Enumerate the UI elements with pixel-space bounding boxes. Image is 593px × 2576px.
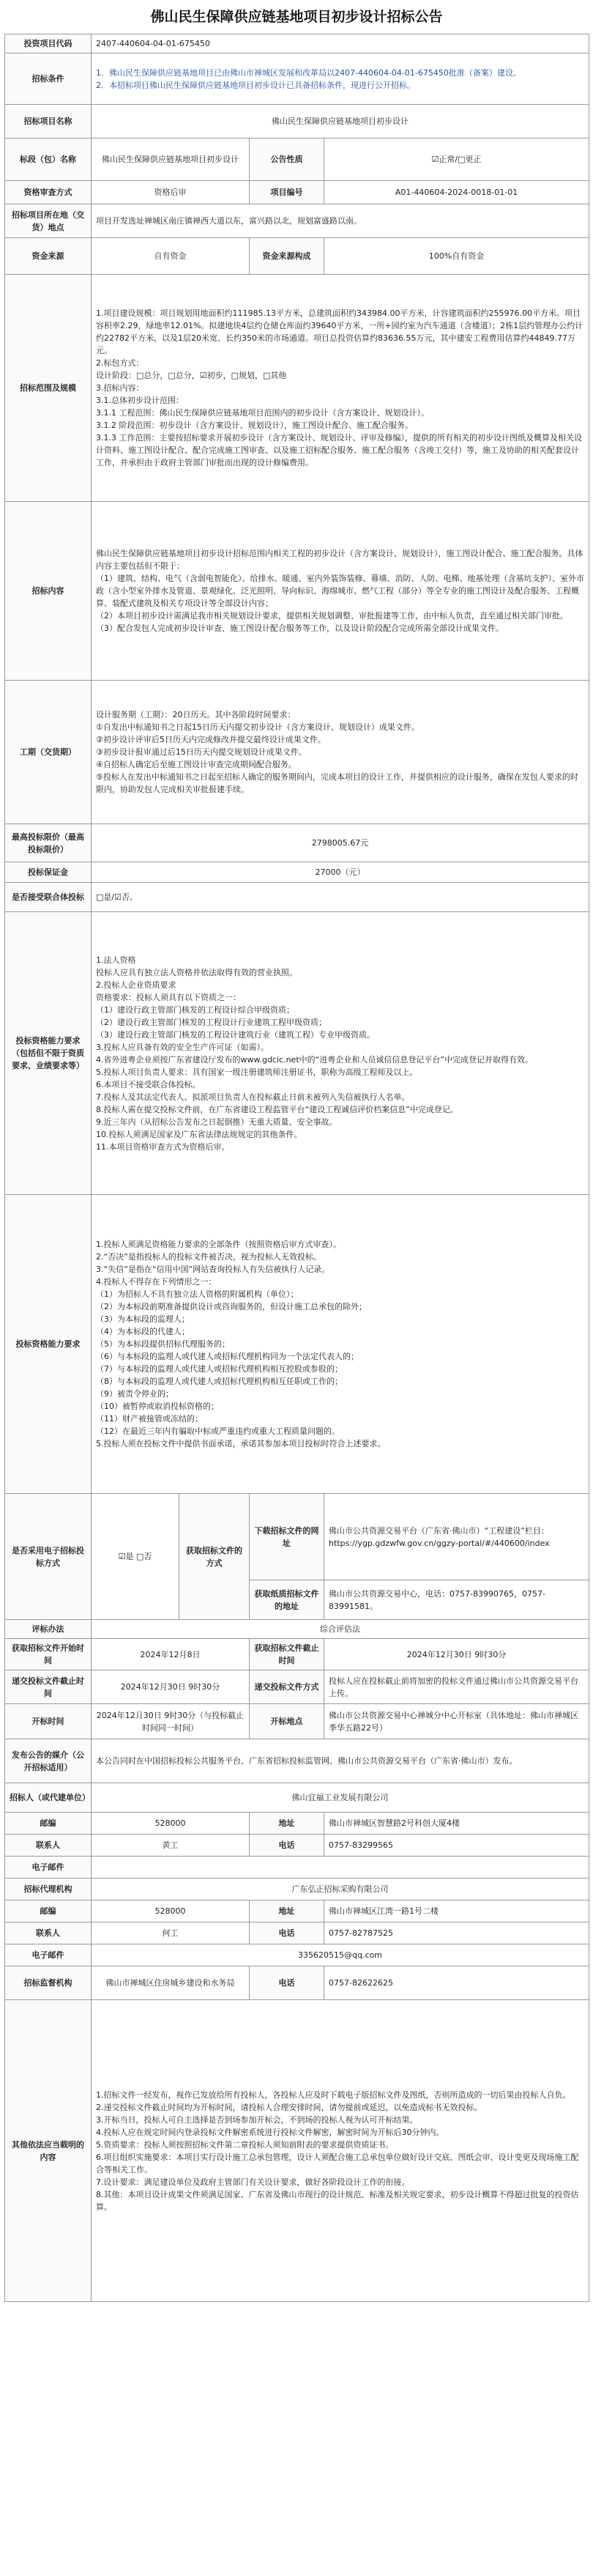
review-text: 1.投标人须满足资格能力要求的全部条件（按照资格后审方式审查）。 2.“否决”是指投标人的投标文件被否决，视为投标人无效投标。 3.“失信”是指在“信用中国”网站查询投标人有失信被执行人记录。 4.投标人不得存在下列情形之一： （1）为招标人不具有独立法人资格的附属机构（单位）； （2）为本标段前期准备提供设计或咨询服务的，但设计施工总承包的除外； （3）为本标段的监理人； （4）为本标段的代建人； （5）为本标段提供招标代理服务的； （6）与本标段的监理人或代建人或招标代理机构同为一个法定代表人的； （7）与本标段的监理人或代建人或招标代理机构相互控股或参股的； （8）与本标段的监理人或代建人或招标代理机构相互任职或工作的； （9）被责令停业的； （10）被暂停或取消投标资格的； （11）财产被接管或冻结的； （12）在最近三年内有骗取中标或严重违约或重大工程质量问题的。 5.投标人须在投标文件中提供书面承诺，承诺其参加本项目投标时符合上述要求。: [92, 1195, 589, 1494]
row-tenderer-address: 邮编 528000 地址 佛山市禅城区智慧路2号科创大厦4楼: [5, 1813, 589, 1835]
max-price: 2798005.67元: [92, 824, 589, 862]
row-supervisor: 招标监督机构 佛山市禅城区住房城乡建设和水务局 电话 0757-82622625: [5, 1966, 589, 2000]
review-method: 资格后审: [92, 181, 250, 204]
row-deadline: 递交投标文件截止时间 2024年12月30日 9时30分 递交投标文件方式 投标人应在投标截止前将加密的投标文件通过佛山市公共资源交易平台上传。: [5, 1670, 589, 1704]
location: 项目开发选址禅城区南庄镇禅西大道以东，富兴路以北，规划富盛路以南。: [92, 204, 589, 238]
row-agency: 招标代理机构 广东弘正招标采购有限公司: [5, 1879, 589, 1900]
project-code: 2407-440604-04-01-675450: [92, 34, 589, 53]
download-url[interactable]: 佛山市公共资源交易平台（广东省·佛山市）“工程建设”栏目：https://ygp.gdzwfw.gov.cn/ggzy-portal/#/440600/index: [324, 1494, 589, 1580]
agency-postcode: 528000: [92, 1900, 250, 1922]
row-agency-address: 邮编 528000 地址 佛山市禅城区江湾一路1号二楼: [5, 1900, 589, 1922]
row-agency-contact: 联系人 何工 电话 0757-82787525: [5, 1922, 589, 1944]
row-conditions: 招标条件 1．佛山民生保障供应链基地项目已由佛山市禅城区发展和改革局以2407-440604-04-01-675450批准（备案）建设。 2．本招标项目佛山民生保障供应链基地项目初步设计已具备招标条件，现进行公开招标。: [5, 53, 589, 105]
tenderer-phone: 0757-83299565: [324, 1835, 589, 1857]
row-tenderer: 招标人（或代建单位） 佛山宜福工业发展有限公司: [5, 1783, 589, 1813]
conditions-text: 1．佛山民生保障供应链基地项目已由佛山市禅城区发展和改革局以2407-440604-04-01-675450批准（备案）建设。 2．本招标项目佛山民生保障供应链基地项目初步设计已具备招标条件，现进行公开招标。: [92, 53, 589, 105]
notice-type: ☑正常/□更正: [324, 138, 589, 181]
agency-name: 广东弘正招标采购有限公司: [92, 1879, 589, 1900]
project-name: 佛山民生保障供应链基地项目初步设计: [92, 105, 589, 138]
row-tenderer-contact: 联系人 黄工 电话 0757-83299565: [5, 1835, 589, 1857]
row-scope: 招标范围及规模 1.项目建设规模：项目规划用地面积约111985.13平方米，总建筑面积约343984.00平方米，计容建筑面积约255976.00平方米。项目容积率2.29，绿地率12.01%。拟建地块4层约仓储仓库面约39640平方米，一所+园约室为汽车通道（含楼道）；2栋1层约管理办公约计约22782平方米，以及1层20米宽、长约350米的市场通道。项目总投资估算约83636.55万元，其中建安工程费用估算约44849.77万元。 2.标包方式： 设计阶段：□总分，□总分，☑初步，□规划，□其他 3.招标内容： 3.1.总体初步设计范围： 3.1.1 工程范围：佛山民生保障供应链基地项目范围内的初步设计（含方案设计、规划设计）。 3.1.2 阶段范围：初步设计（含方案设计、规划设计），施工图设计配合、施工配合服务。 3.1.3 工作范围：主要按招标要求开展初步设计（含方案设计、规划设计、评审及修编），提供的所有相关的初步设计图纸及概算及相关设计资料、施工图设计配合、配合完成施工图审查、以及施工招标配合服务、施工配合服务（含竣工交付）等，施工及协助的相关配套设计工作，并承担由于政府主管部门审批而出现的设计修编费用。: [5, 275, 589, 502]
tenderer-address: 佛山市禅城区智慧路2号科创大厦4楼: [324, 1813, 589, 1835]
row-fund: 资金来源 自有资金 资金来源构成 100%自有资金: [5, 238, 589, 275]
row-requirements: 投标资格能力要求（包括但不限于资质要求、业绩要求等） 1.法人资格 投标人应具有独立法人资格并依法取得有效的营业执照。 2.投标人企业资质要求 资格要求：投标人须具有以下资质之一： （1）建设行政主管部门核发的工程设计综合甲级资质； （2）建设行政主管部门核发的工程设计行业建筑工程甲级资质； （3）建设行政主管部门核发的工程设计建筑行业（建筑工程）专业甲级资质。 3.投标人应具备有效的安全生产许可证（如需）。 4.省外进粤企业须按广东省建设厅发布的www.gdcic.net中的“进粤企业和人员诚信信息登记平台”中完成登记并取得有效。 5.投标人项目负责人要求：具有国家一级注册建筑师注册证书，职称为高级工程师及以上。 6.本项目不接受联合体投标。 7.投标人及其法定代表人、拟派项目负责人在投标截止日前未被列入失信被执行人名单。 8.投标人需在提交投标文件前，在广东省建设工程监管平台“建设工程诚信评价档案信息”中完成登记。 9.近三年内（从招标公告发布之日起倒推）无重大质量、安全事故。 10.投标人须满足国家及广东省法律法规规定的其他条件。 11.本项目资格审查方式为资格后审。: [5, 912, 589, 1195]
row-method-paper: 获取纸质招标文件的地址 佛山市公共资源交易中心，电话：0757-83990765，0757-83991581。: [5, 1580, 589, 1620]
row-agency-email: 电子邮件 335620515@qq.com: [5, 1944, 589, 1966]
agency-address: 佛山市禅城区江湾一路1号二楼: [324, 1900, 589, 1922]
paper-address: 佛山市公共资源交易中心，电话：0757-83990765，0757-83991581。: [324, 1580, 589, 1620]
row-schedule: 工期（交货期） 设计服务期（工期）：20日历天。其中各阶段时间要求： ①自发出中标通知书之日起15日历天内提交初步设计（含方案设计、规划设计）成果文件。 ②初步设计评审后5日历天内完成修改并提交最终设计成果文件。 ③初步设计报审通过后15日历天内提交规划设计成果文件。 ④自招标人确定后至施工图设计审查完成期间配合服务。 ⑤投标人在发出中标通知书之日起至招标人确定的服务期间内，完成本项目的设计工作，并提供相应的设计服务，确保在发包人要求的时限内，协助发包人完成相关审批报建手续。: [5, 681, 589, 824]
content-text: 佛山民生保障供应链基地项目初步设计招标范围内相关工程的初步设计（含方案设计、规划设计），施工图设计配合、施工配合服务。具体内容主要包括但不限于： （1）建筑、结构、电气（含弱电智能化）、给排水、暖通、室内外装饰装修、幕墙、消防、人防、电梯、地基处理（含基坑支护）、室外市政（含小型室外排水及管道、景观绿化、泛光照明、导向标识、海绵城市、燃气工程（部分）等全专业的施工图设计及配合服务、工程概算、装配式建筑及相关专项设计等全部设计内容； （2）本项目初步设计需满足我市相关规划设计要求，提供相关规划调整、审批报建等工作，由中标人负责，直至通过相关部门审批。 （3）配合发包人完成初步设计审查、施工图设计配合服务等工作，以及设计阶段配合完成所需全部设计成果文件。: [92, 502, 589, 681]
notes-text: 1.招标文件一经发布，视作已发放给所有投标人，各投标人应及时下载电子版招标文件及图纸，否则所造成的一切后果由投标人自负。 2.递交投标文件截止时间均为开标时间，请投标人合理安排时间，请勿提前或延迟，以免造成标书无效投标。 3.开标当日，投标人可自主选择是否到场参加开标会，不到场的投标人视为认可开标结果。 4.投标人应在规定时间内登录投标文件解密系统进行投标文件解密，解密时间为开标后30分钟内。 5.资质要求：投标人须按照招标文件第二章投标人须知前附表的要求提供资质证书。 6.项目组织实施要求：本项目实行设计施工总承包管理，设计人须配合施工总承包单位做好设计交底、图纸会审、设计变更及现场施工配合等相关工作。 7.设计要求：满足建设单位及政府主管部门有关设计要求，做好各阶段设计工作的衔接。 8.其他：本项目设计成果文件须满足国家、广东省及佛山市现行的设计规范、标准及相关规定要求，初步设计概算不得超过批复的投资估算。: [92, 2000, 589, 2302]
page-title: 佛山民生保障供应链基地项目初步设计招标公告: [150, 9, 443, 25]
deadline: 2024年12月30日 9时30分: [92, 1670, 250, 1704]
open-place: 佛山市公共资源交易中心禅城分中心开标室（具体地址：佛山市禅城区季华五路22号）: [324, 1704, 589, 1739]
row-project-name: 招标项目名称 佛山民生保障供应链基地项目初步设计: [5, 105, 589, 138]
fund-structure: 100%自有资金: [324, 238, 589, 275]
evaluation-method: 综合评估法: [92, 1620, 589, 1639]
open-time: 2024年12月30日 9时30分（与投标截止时间同一时间）: [92, 1704, 250, 1739]
row-consortium: 是否接受联合体投标 □是/☑否。: [5, 883, 589, 912]
tenderer-email: [92, 1857, 589, 1879]
section-name: 佛山民生保障供应链基地项目初步设计: [92, 138, 250, 181]
row-get-dates: 获取招标文件开始时间 2024年12月8日 获取招标文件截止时间 2024年12月30日 9时30分: [5, 1639, 589, 1670]
tenderer-name: 佛山宜福工业发展有限公司: [92, 1783, 589, 1813]
row-review: 投标资格能力要求 1.投标人须满足资格能力要求的全部条件（按照资格后审方式审查）。 2.“否决”是指投标人的投标文件被否决，视为投标人无效投标。 3.“失信”是指在“信用中国”网站查询投标人有失信被执行人记录。 4.投标人不得存在下列情形之一： （1）为招标人不具有独立法人资格的附属机构（单位）； （2）为本标段前期准备提供设计或咨询服务的，但设计施工总承包的除外； （3）为本标段的监理人； （4）为本标段的代建人； （5）为本标段提供招标代理服务的； （6）与本标段的监理人或代建人或招标代理机构同为一个法定代表人的； （7）与本标段的监理人或代建人或招标代理机构相互控股或参股的； （8）与本标段的监理人或代建人或招标代理机构相互任职或工作的； （9）被责令停业的； （10）被暂停或取消投标资格的； （11）财产被接管或冻结的； （12）在最近三年内有骗取中标或严重违约或重大工程质量问题的。 5.投标人须在投标文件中提供书面承诺，承诺其参加本项目投标时符合上述要求。: [5, 1195, 589, 1494]
requirements-text: 1.法人资格 投标人应具有独立法人资格并依法取得有效的营业执照。 2.投标人企业资质要求 资格要求：投标人须具有以下资质之一： （1）建设行政主管部门核发的工程设计综合甲级资质； （2）建设行政主管部门核发的工程设计行业建筑工程甲级资质； （3）建设行政主管部门核发的工程设计建筑行业（建筑工程）专业甲级资质。 3.投标人应具备有效的安全生产许可证（如需）。 4.省外进粤企业须按广东省建设厅发布的www.gdcic.net中的“进粤企业和人员诚信信息登记平台”中完成登记并取得有效。 5.投标人项目负责人要求：具有国家一级注册建筑师注册证书，职称为高级工程师及以上。 6.本项目不接受联合体投标。 7.投标人及其法定代表人、拟派项目负责人在投标截止日前未被列入失信被执行人名单。 8.投标人需在提交投标文件前，在广东省建设工程监管平台“建设工程诚信评价档案信息”中完成登记。 9.近三年内（从招标公告发布之日起倒推）无重大质量、安全事故。 10.投标人须满足国家及广东省法律法规规定的其他条件。 11.本项目资格审查方式为资格后审。: [92, 912, 589, 1195]
row-media: 发布公告的媒介（公开招标适用） 本公告同时在中国招标投标公共服务平台、广东省招标投标监管网、佛山市公共资源交易平台（广东省·佛山市）发布。: [5, 1739, 589, 1783]
get-end: 2024年12月30日 9时30分: [324, 1639, 589, 1670]
supervisor-name: 佛山市禅城区住房城乡建设和水务局: [92, 1966, 250, 2000]
row-max-price: 最高投标限价（最高投标限价） 2798005.67元: [5, 824, 589, 862]
schedule-text: 设计服务期（工期）：20日历天。其中各阶段时间要求： ①自发出中标通知书之日起15日历天内提交初步设计（含方案设计、规划设计）成果文件。 ②初步设计评审后5日历天内完成修改并提交最终设计成果文件。 ③初步设计报审通过后15日历天内提交规划设计成果文件。 ④自招标人确定后至施工图设计审查完成期间配合服务。 ⑤投标人在发出中标通知书之日起至招标人确定的服务期间内，完成本项目的设计工作，并提供相应的设计服务，确保在发包人要求的时限内，协助发包人完成相关审批报建手续。: [92, 681, 589, 824]
row-project-code: 投资项目代码 2407-440604-04-01-675450: [5, 34, 589, 53]
project-no: A01-440604-2024-0018-01-01: [324, 181, 589, 204]
notice-table: [4, 34, 589, 2302]
deposit-value: 27000（元）: [92, 862, 589, 883]
media-text: 本公告同时在中国招标投标公共服务平台、广东省招标投标监管网、佛山市公共资源交易平台（广东省·佛山市）发布。: [92, 1739, 589, 1783]
supervisor-phone: 0757-82622625: [324, 1966, 589, 2000]
submit-way: 投标人应在投标截止前将加密的投标文件通过佛山市公共资源交易平台上传。: [324, 1670, 589, 1704]
row-location: 招标项目所在地（交货）地点 项目开发选址禅城区南庄镇禅西大道以东，富兴路以北，规划富盛路以南。: [5, 204, 589, 238]
tenderer-postcode: 528000: [92, 1813, 250, 1835]
agency-phone: 0757-82787525: [324, 1922, 589, 1944]
row-tenderer-email: 电子邮件: [5, 1857, 589, 1879]
row-open: 开标时间 2024年12月30日 9时30分（与投标截止时间同一时间） 开标地点 佛山市公共资源交易中心禅城分中心开标室（具体地址：佛山市禅城区季华五路22号）: [5, 1704, 589, 1739]
row-review-method: 资格审查方式 资格后审 项目编号 A01-440604-2024-0018-01-01: [5, 181, 589, 204]
row-method-download: 是否采用电子招标投标方式 ☑是 □否 获取招标文件的方式 下载招标文件的网址 佛山市公共资源交易平台（广东省·佛山市）“工程建设”栏目：https://ygp.gdzwfw.gov.cn/ggzy-portal/#/440600/index: [5, 1494, 589, 1580]
electronic-method: ☑是 □否: [92, 1494, 179, 1620]
tenderer-contact: 黄工: [92, 1835, 250, 1857]
row-evaluation: 评标办法 综合评估法: [5, 1620, 589, 1639]
scope-text: 1.项目建设规模：项目规划用地面积约111985.13平方米，总建筑面积约343984.00平方米，计容建筑面积约255976.00平方米。项目容积率2.29，绿地率12.01%。拟建地块4层约仓储仓库面约39640平方米，一所+园约室为汽车通道（含楼道）；2栋1层约管理办公约计约22782平方米，以及1层20米宽、长约350米的市场通道。项目总投资估算约83636.55万元，其中建安工程费用估算约44849.77万元。 2.标包方式： 设计阶段：□总分，□总分，☑初步，□规划，□其他 3.招标内容： 3.1.总体初步设计范围： 3.1.1 工程范围：佛山民生保障供应链基地项目范围内的初步设计（含方案设计、规划设计）。 3.1.2 阶段范围：初步设计（含方案设计、规划设计），施工图设计配合、施工配合服务。 3.1.3 工作范围：主要按招标要求开展初步设计（含方案设计、规划设计、评审及修编），提供的所有相关的初步设计图纸及概算及相关设计资料、施工图设计配合、配合完成施工图审查、以及施工招标配合服务、施工配合服务（含竣工交付）等，施工及协助的相关配套设计工作，并承担由于政府主管部门审批而出现的设计修编费用。: [92, 275, 589, 502]
row-notes: 其他依法应当载明的内容 1.招标文件一经发布，视作已发放给所有投标人，各投标人应及时下载电子版招标文件及图纸，否则所造成的一切后果由投标人自负。 2.递交投标文件截止时间均为开标时间，请投标人合理安排时间，请勿提前或延迟，以免造成标书无效投标。 3.开标当日，投标人可自主选择是否到场参加开标会，不到场的投标人视为认可开标结果。 4.投标人应在规定时间内登录投标文件解密系统进行投标文件解密，解密时间为开标后30分钟内。 5.资质要求：投标人须按照招标文件第二章投标人须知前附表的要求提供资质证书。 6.项目组织实施要求：本项目实行设计施工总承包管理，设计人须配合施工总承包单位做好设计交底、图纸会审、设计变更及现场施工配合等相关工作。 7.设计要求：满足建设单位及政府主管部门有关设计要求，做好各阶段设计工作的衔接。 8.其他：本项目设计成果文件须满足国家、广东省及佛山市现行的设计规范、标准及相关规定要求，初步设计概算不得超过批复的投资估算。: [5, 2000, 589, 2302]
fund-value: 自有资金: [92, 238, 250, 275]
agency-contact: 何工: [92, 1922, 250, 1944]
row-deposit: 投标保证金 27000（元）: [5, 862, 589, 883]
row-section: 标段（包）名称 佛山民生保障供应链基地项目初步设计 公告性质 ☑正常/□更正: [5, 138, 589, 181]
consortium-value: □是/☑否。: [92, 883, 589, 912]
agency-email[interactable]: 335620515@qq.com: [92, 1944, 589, 1966]
row-content: 招标内容 佛山民生保障供应链基地项目初步设计招标范围内相关工程的初步设计（含方案设计、规划设计），施工图设计配合、施工配合服务。具体内容主要包括但不限于： （1）建筑、结构、电气（含弱电智能化）、给排水、暖通、室内外装饰装修、幕墙、消防、人防、电梯、地基处理（含基坑支护）、室外市政（含小型室外排水及管道、景观绿化、泛光照明、导向标识、海绵城市、燃气工程（部分）等全专业的施工图设计及配合服务、工程概算、装配式建筑及相关专项设计等全部设计内容； （2）本项目初步设计需满足我市相关规划设计要求，提供相关规划调整、审批报建等工作，由中标人负责，直至通过相关部门审批。 （3）配合发包人完成初步设计审查、施工图设计配合服务等工作，以及设计阶段配合完成所需全部设计成果文件。: [5, 502, 589, 681]
get-start: 2024年12月8日: [92, 1639, 250, 1670]
